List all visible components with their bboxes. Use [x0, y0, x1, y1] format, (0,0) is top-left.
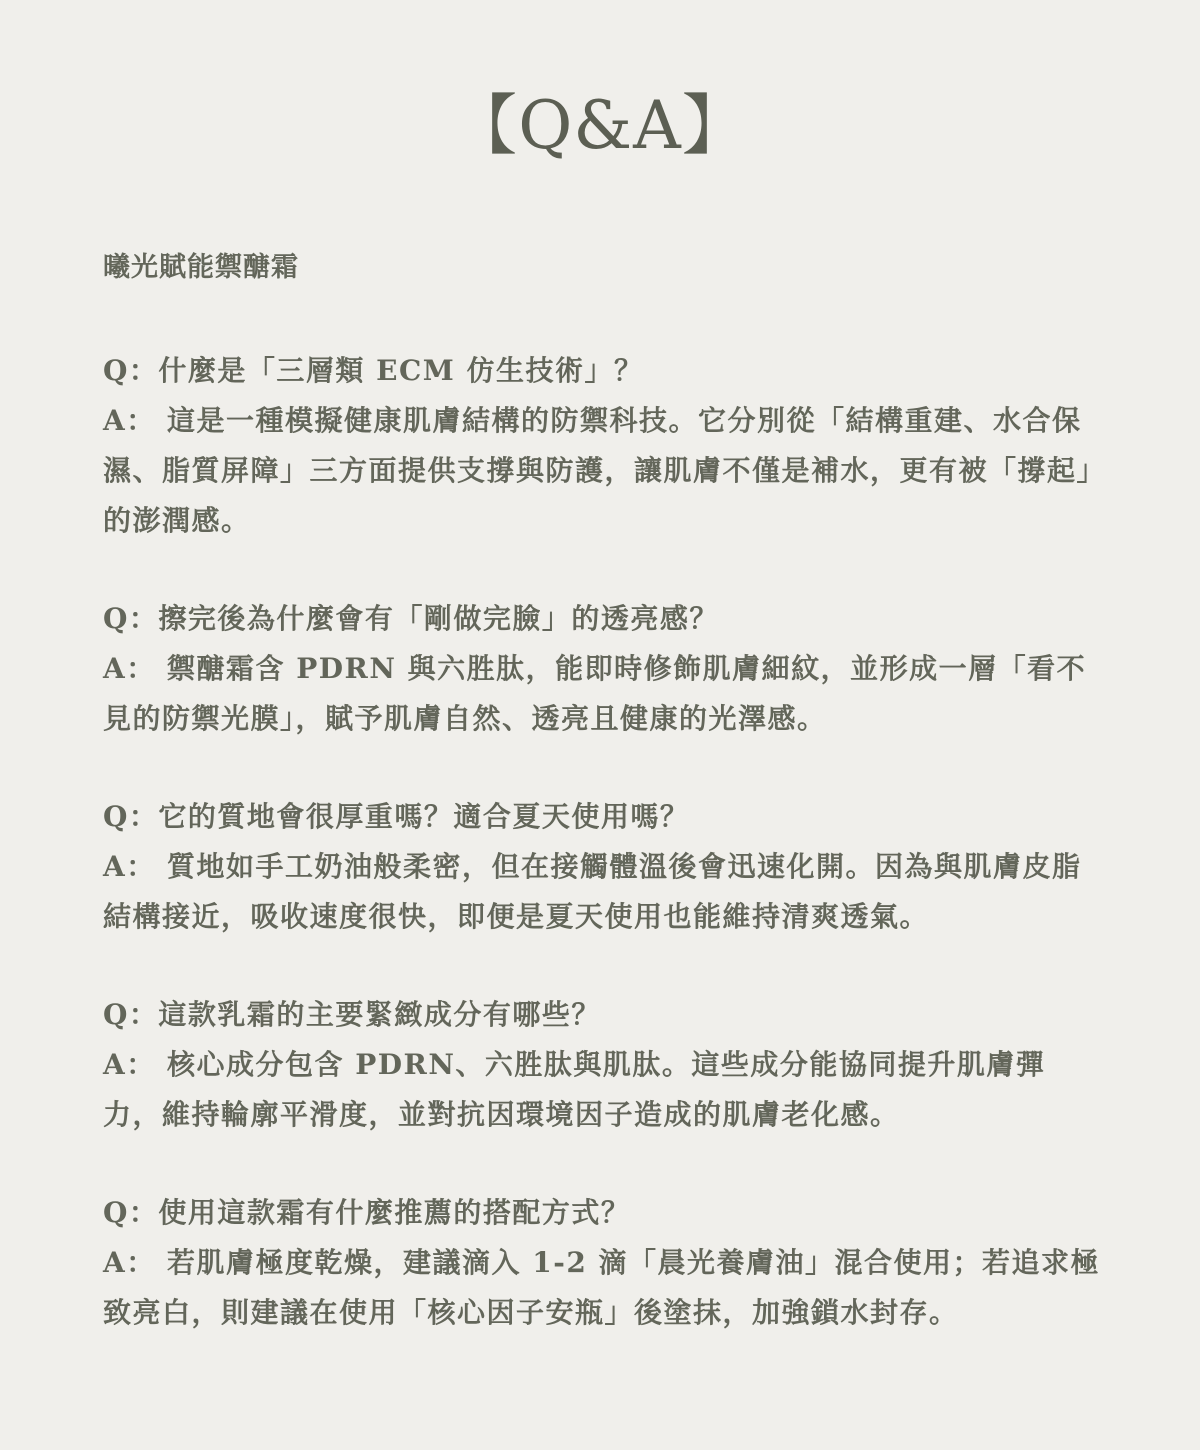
qa-list: [103, 346, 1103, 1386]
product-name: 曦光賦能禦醣霜: [103, 252, 299, 283]
answer-2: A： 禦醣霜含 PDRN 與六胜肽，能即時修飾肌膚細紋，並形成一層「看不見的防禦光膜」，賦予肌膚自然、透亮且健康的光澤感。: [103, 652, 1087, 735]
answer-3: A： 質地如手工奶油般柔密，但在接觸體溫後會迅速化開。因為與肌膚皮脂結構接近，吸收速度很快，即便是夏天使用也能維持清爽透氣。: [103, 850, 1082, 933]
qa-item-4: [103, 990, 1103, 1140]
qa-item-3: [103, 792, 1103, 942]
qa-item-5: [103, 1188, 1103, 1338]
answer-5: A： 若肌膚極度乾燥，建議滴入 1-2 滴「晨光養膚油」混合使用；若追求極致亮白，則建議在使用「核心因子安瓶」後塗抹，加強鎖水封存。: [103, 1246, 1101, 1329]
question-4: Q：這款乳霜的主要緊緻成分有哪些？: [103, 998, 601, 1031]
answer-4: A： 核心成分包含 PDRN、六胜肽與肌肽。這些成分能協同提升肌膚彈力，維持輪廓平滑度，並對抗因環境因子造成的肌膚老化感。: [103, 1048, 1046, 1131]
question-1: Q：什麼是「三層類 ECM 仿生技術」？: [103, 354, 644, 387]
question-2: Q：擦完後為什麼會有「剛做完臉」的透亮感？: [103, 602, 719, 635]
qa-item-1: [103, 346, 1103, 546]
answer-1: A： 這是一種模擬健康肌膚結構的防禦科技。它分別從「結構重建、水合保濕、脂質屏障」三方面提供支撐與防護，讓肌膚不僅是補水，更有被「撐起」的澎潤感。: [103, 404, 1093, 537]
question-5: Q：使用這款霜有什麼推薦的搭配方式？: [103, 1196, 631, 1229]
qa-item-2: [103, 594, 1103, 744]
page-title: 【Q&A】: [451, 87, 749, 164]
question-3: Q：它的質地會很厚重嗎？適合夏天使用嗎？: [103, 800, 690, 833]
